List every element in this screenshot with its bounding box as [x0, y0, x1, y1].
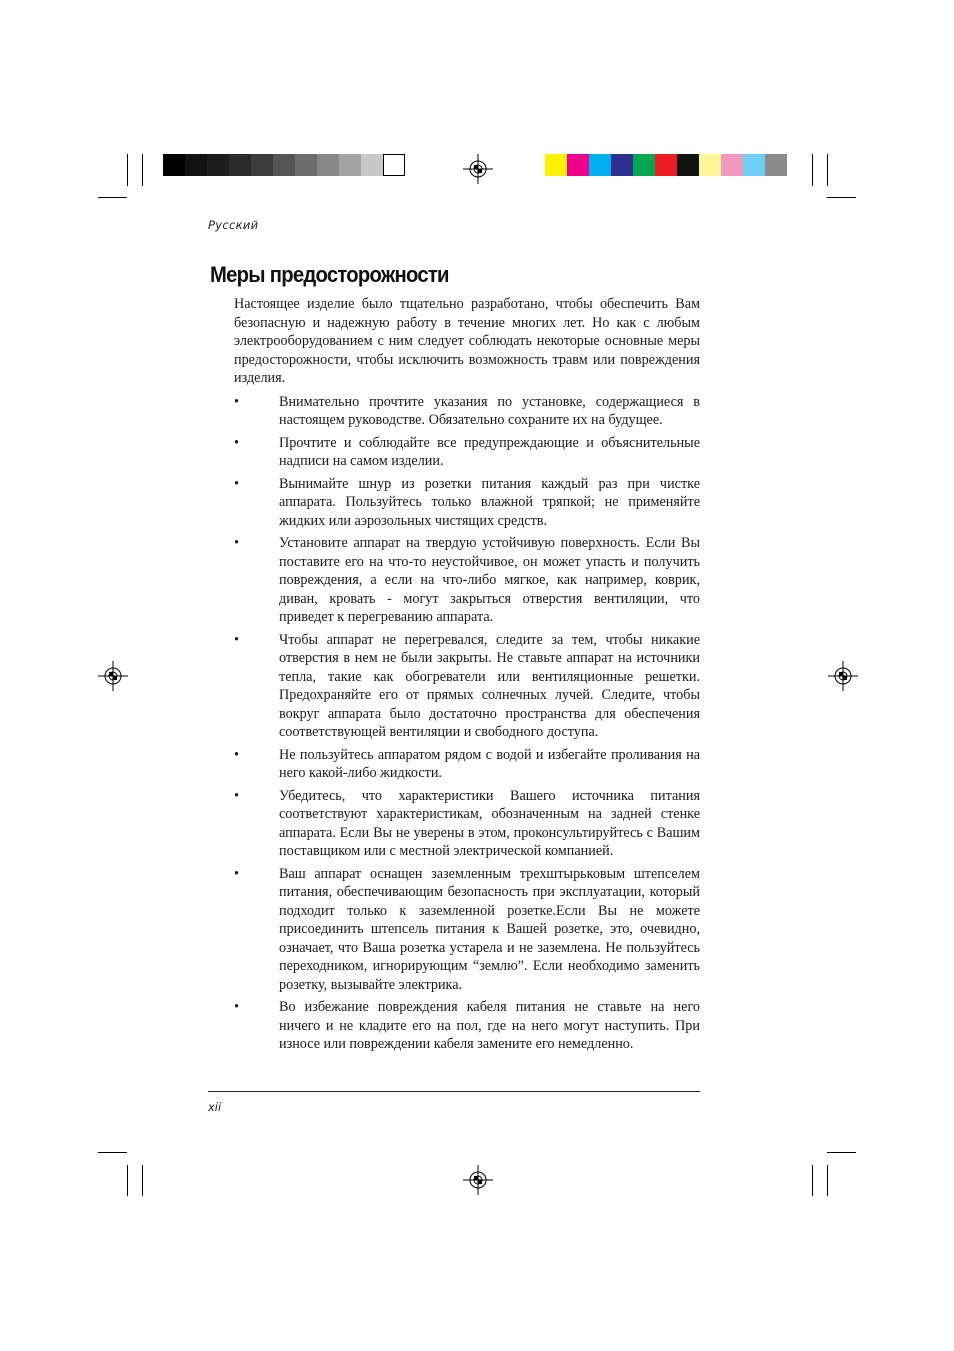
list-item-text: Вынимайте шнур из розетки питания каждый раз при чистке аппарата. Пользуйтесь только влажной тряпкой; не применяйте жидких или аэрозольных чистящих средств.	[279, 475, 700, 529]
bullet-icon: •	[234, 746, 239, 763]
language-label: Русский	[208, 218, 259, 232]
page-number: xii	[208, 1100, 222, 1114]
color-swatch	[229, 154, 251, 176]
registration-mark-icon	[463, 1165, 493, 1195]
bullet-icon: •	[234, 535, 239, 551]
list-item	[234, 631, 700, 742]
bullet-list	[234, 393, 700, 1054]
color-swatch	[655, 154, 677, 176]
bullet-icon: •	[234, 393, 239, 410]
bullet-icon: •	[234, 631, 239, 648]
crop-mark	[827, 1165, 828, 1196]
list-item	[234, 746, 700, 783]
registration-mark-icon	[828, 661, 858, 691]
list-item	[234, 534, 700, 627]
color-swatch	[317, 154, 339, 176]
safety-instructions	[234, 295, 700, 1058]
color-swatch	[699, 154, 721, 176]
color-swatch	[295, 154, 317, 176]
color-swatch	[545, 154, 567, 176]
crop-mark	[127, 154, 128, 186]
crop-mark	[827, 197, 856, 198]
color-swatch	[361, 154, 383, 176]
color-swatch	[163, 154, 185, 176]
list-item-text: Во избежание повреждения кабеля питания не ставьте на него ничего и не кладите его на пол, где на него могут наступить. При износе или повреждении кабеля замените его немедленно.	[279, 999, 700, 1052]
bullet-icon: •	[234, 865, 239, 882]
bullet-icon: •	[234, 434, 239, 451]
bullet-icon: •	[234, 999, 239, 1015]
list-item-text: Ваш аппарат оснащен заземленным трехштырьковым штепселем питания, обеспечивающим безопасность при эксплуатации, который подходит только к заземленной розетке.Если Вы не можете присоединить штепсель питания к Вашей розетке, это, очевидно, означает, что Ваша розетка устарела и не заземлена. Не пользуйтесь переходником, игнорирующим “землю”. Если необходимо заменить розетку, вызывайте электрика.	[279, 865, 700, 993]
registration-mark-icon	[98, 661, 128, 691]
list-item-text: Убедитесь, что характеристики Вашего источника питания соответствуют характеристикам, обозначенным на задней стенке аппарата. Если Вы не уверены в этом, проконсультируйтесь с Вашим поставщиком или с местной электрической компанией.	[279, 787, 700, 859]
color-swatch	[633, 154, 655, 176]
color-swatch	[765, 154, 787, 176]
crop-mark	[98, 197, 127, 198]
list-item-text: Не пользуйтесь аппаратом рядом с водой и избегайте проливания на него какой-либо жидкости.	[279, 746, 700, 781]
footer-divider	[208, 1091, 700, 1092]
color-swatch	[677, 154, 699, 176]
registration-mark-icon	[463, 154, 493, 184]
crop-mark	[98, 1152, 127, 1153]
list-item	[234, 865, 700, 995]
list-item-text: Чтобы аппарат не перегревался, следите за тем, чтобы никакие отверстия в нем не были закрыты. Не ставьте аппарат на источники тепла, такие как обогреватели или вентиляционные решетки. Предохраняйте его от прямых солнечных лучей. Следите, чтобы вокруг аппарата было достаточно пространства для обеспечения соответствующей вентиляции и свободного доступа.	[279, 631, 700, 740]
color-swatch-bar	[545, 154, 787, 176]
list-item	[234, 393, 700, 430]
crop-mark	[127, 1165, 128, 1196]
grayscale-swatch-bar	[163, 154, 405, 176]
color-swatch	[743, 154, 765, 176]
crop-mark	[812, 154, 813, 186]
crop-mark	[142, 154, 143, 186]
list-item	[234, 475, 700, 531]
color-swatch	[251, 154, 273, 176]
color-swatch	[339, 154, 361, 176]
bullet-icon: •	[234, 787, 239, 804]
bullet-icon: •	[234, 475, 239, 492]
color-swatch	[589, 154, 611, 176]
list-item-text: Прочтите и соблюдайте все предупреждающие и объяснительные надписи на самом изделии.	[279, 434, 700, 469]
color-swatch	[567, 154, 589, 176]
color-swatch	[611, 154, 633, 176]
crop-mark	[812, 1165, 813, 1196]
crop-mark	[142, 1165, 143, 1196]
crop-mark	[827, 154, 828, 186]
color-swatch	[207, 154, 229, 176]
color-swatch	[383, 154, 405, 176]
color-swatch	[185, 154, 207, 176]
color-swatch	[273, 154, 295, 176]
list-item	[234, 434, 700, 471]
list-item-text: Внимательно прочтите указания по установке, содержащиеся в настоящем руководстве. Обязательно сохраните их на будущее.	[279, 393, 700, 428]
intro-paragraph: Настоящее изделие было тщательно разработано, чтобы обеспечить Вам безопасную и надежную работу в течение многих лет. Но как с любым электрооборудованием с ним следует соблюдать некоторые основные меры предосторожности, чтобы исключить возможность травм или повреждения изделия.	[234, 296, 700, 386]
list-item	[234, 787, 700, 861]
crop-mark	[827, 1152, 856, 1153]
list-item	[234, 998, 700, 1054]
color-swatch	[721, 154, 743, 176]
page-title: Меры предосторожности	[210, 262, 449, 287]
list-item-text: Установите аппарат на твердую устойчивую поверхность. Если Вы поставите его на что-то неустойчивое, он может упасть и получить повреждения, а если на что-либо мягкое, как например, коврик, диван, кровать - могут закрыться отверстия вентиляции, что приведет к перегреванию аппарата.	[279, 535, 700, 625]
